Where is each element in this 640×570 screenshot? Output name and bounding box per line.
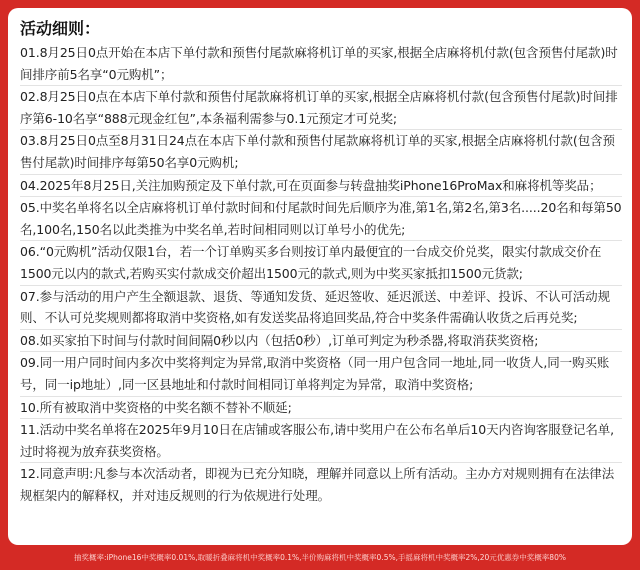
rule-item: 09.同一用户同时间内多次中奖将判定为异常,取消中奖资格（同一用户包含同一地址,同一收货人,同一购买账号，同一ip地址）,同一区县地址和付款时间相同订单将判定为异常，取消中奖资格; bbox=[20, 352, 622, 396]
rule-item: 05.中奖名单将名以全店麻将机订单付款时间和付尾款时间先后顺序为准,第1名,第2名,第3名.....20名和每第50名,100名,150名以此类推为中奖名单,若时间相同则以订单号小的优先; bbox=[20, 197, 622, 241]
rule-item: 03.8月25日0点至8月31日24点在本店下单付款和预售付尾款麻将机订单的买家,根据全店麻将机付款(包含预售付尾款)时间排序每第50名享0元购机; bbox=[20, 130, 622, 174]
rules-title: 活动细则： bbox=[20, 19, 101, 38]
rule-item: 06.“0元购机”活动仅限1台，若一个订单购买多台则按订单内最便宜的一台成交价兑奖，限实付款成交价在1500元以内的款式,若购买实付款成交价超出1500元的款式,则为中奖买家抵扣1500元货款; bbox=[20, 241, 622, 285]
rule-item: 02.8月25日0点在本店下单付款和预售付尾款麻将机订单的买家,根据全店麻将机付款(包含预售付尾款)时间排序第6-10名享“888元现金红包”,本条福利需参与0.1元预定才可兑奖; bbox=[20, 86, 622, 130]
rule-item: 12.同意声明:凡参与本次活动者，即视为已充分知晓，理解并同意以上所有活动。主办方对规则拥有在法律法规框架内的解释权，并对违反规则的行为依规进行处理。 bbox=[20, 466, 615, 503]
rule-item: 11.活动中奖名单将在2025年9月10日在店铺或客服公布,请中奖用户在公布名单后10天内咨询客服登记名单,过时将视为放弃获奖资格。 bbox=[20, 419, 622, 463]
rule-item: 10.所有被取消中奖资格的中奖名额不替补不顺延; bbox=[20, 397, 622, 420]
rules-list bbox=[20, 42, 622, 506]
probability-footer: 抽奖概率:iPhone16中奖概率0.01%,取暖折叠麻将机中奖概率0.1%,半价购麻将机中奖概率0.5%,手摇麻将机中奖概率2%,20元优惠券中奖概率80% bbox=[74, 553, 566, 562]
rule-item: 08.如买家拍下时间与付款时间间隔0秒以内（包括0秒）,订单可判定为秒杀器,将取消获奖资格; bbox=[20, 330, 622, 353]
rules-card bbox=[8, 8, 632, 545]
rule-item: 04.2025年8月25日,关注加购预定及下单付款,可在页面参与转盘抽奖iPhone16ProMax和麻将机等奖品； bbox=[20, 175, 622, 198]
rule-item: 01.8月25日0点开始在本店下单付款和预售付尾款麻将机订单的买家,根据全店麻将机付款(包含预售付尾款)时间排序前5名享“0元购机”； bbox=[20, 42, 622, 86]
rule-item: 07.参与活动的用户产生全额退款、退货、等通知发货、延迟签收、延迟派送、中差评、投诉、不认可活动规则、不认可兑奖规则都将取消中奖资格,如有发送奖品将追回奖品,符合中奖条件需确认收货之后再兑奖; bbox=[20, 286, 622, 330]
